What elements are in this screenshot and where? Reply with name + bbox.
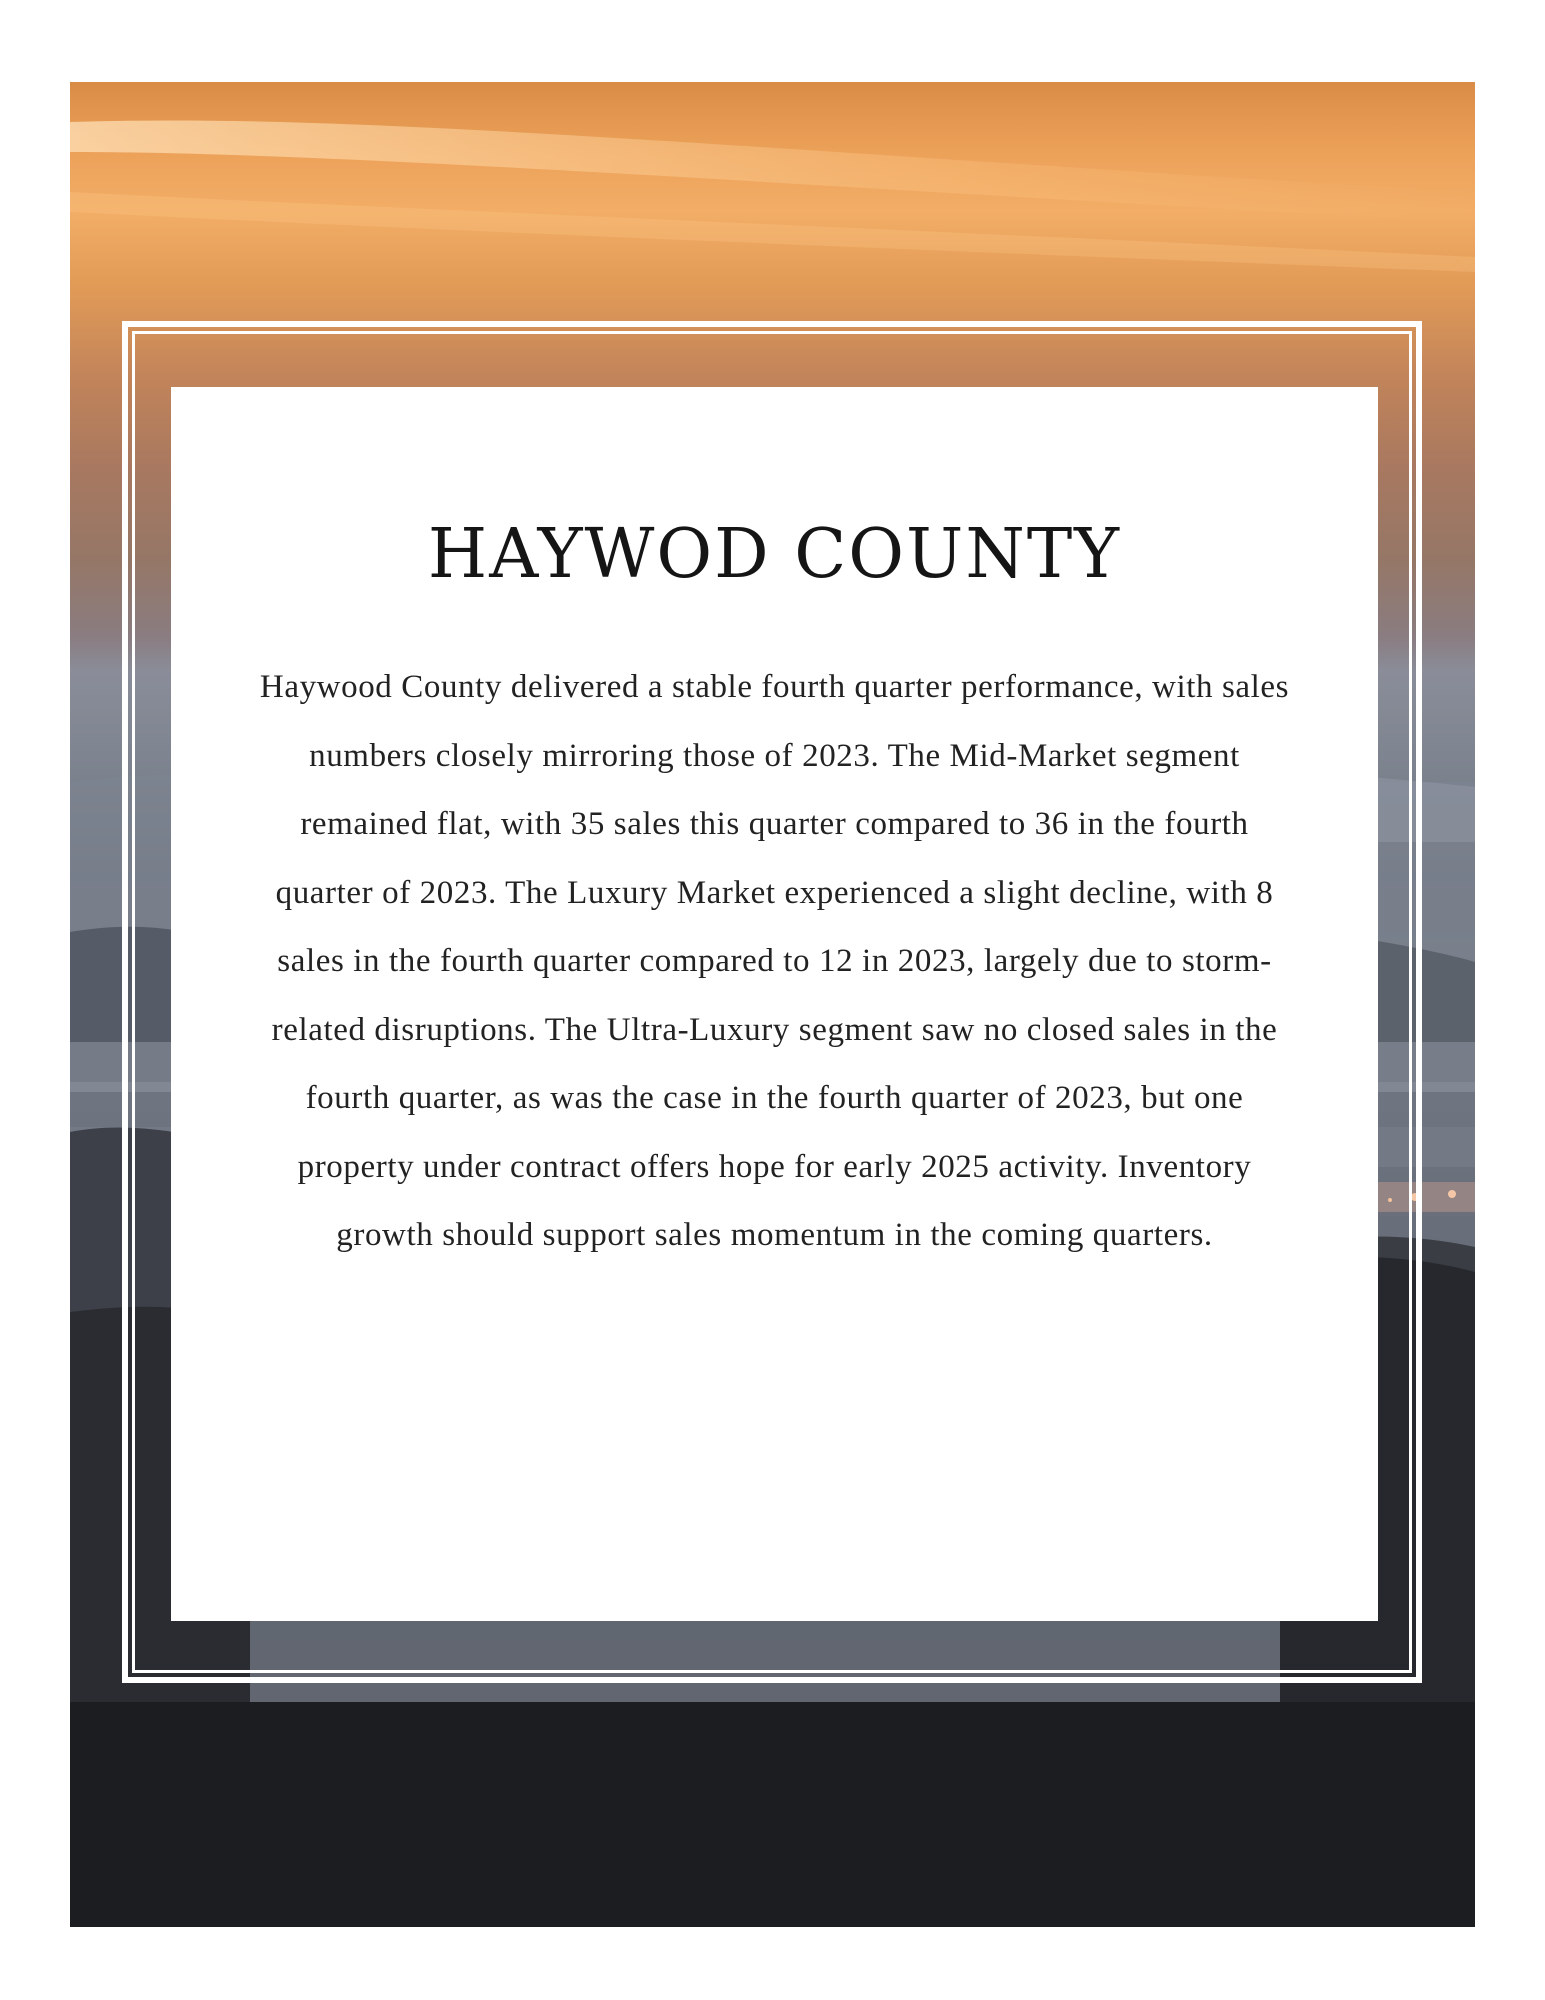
body-paragraph: Haywood County delivered a stable fourth quarter performance, with sales numbers closely mirroring those of 2023. The Mid-Market segment remained flat, with 35 sales this quarter compared to 36 in the fourth quarter of 2023. The Luxury Market experienced a slight decline, with 8 sales in the fourth quarter compared to 12 in 2023, largely due to storm-related disruptions. The Ultra-Luxury segment saw no closed sales in the fourth quarter, as was the case in the fourth quarter of 2023, but one property under contract offers hope for early 2025 activity. Inventory growth should support sales momentum in the coming quarters. [259,669,1290,1253]
page-title: HAYWOD COUNTY [427,515,1122,594]
content-card [171,387,1378,1621]
